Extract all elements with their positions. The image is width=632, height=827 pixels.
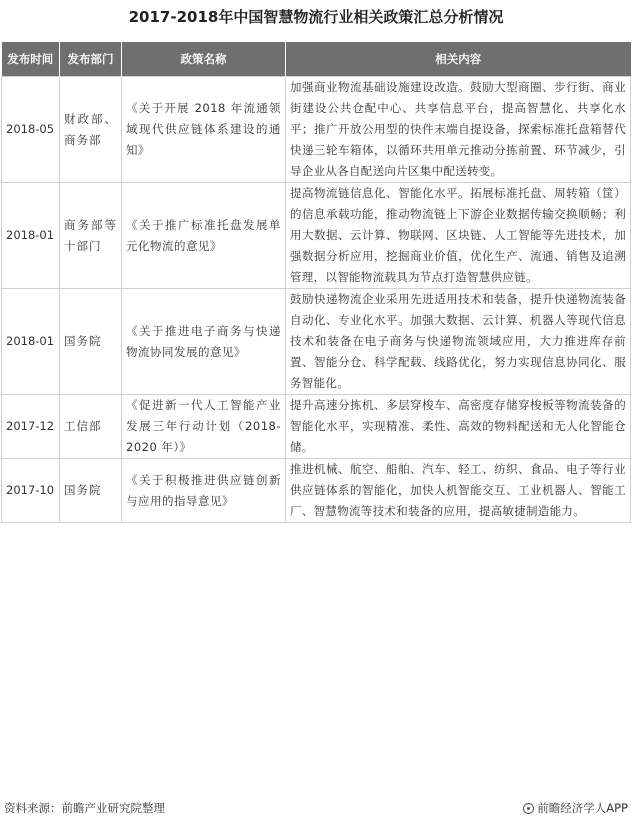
cell-content: 加强商业物流基础设施建设改造。鼓励大型商圈、步行街、商业街建设公共仓配中心、共享信息平台，提高智慧化、共享化水平；推广开放公用型的快件末端自提设备，探索标准托盘箱替代快递三轮车箱体，以循环共用单元推动分拣前置、环节减少，引导企业从各自配送向片区集中配送转变。 bbox=[286, 77, 631, 183]
cell-date: 2018-01 bbox=[2, 289, 60, 395]
cell-policy-name: 《关于推进电子商务与快递物流协同发展的意见》 bbox=[122, 289, 286, 395]
cell-dept: 国务院 bbox=[60, 459, 122, 523]
source-note: 资料来源：前瞻产业研究院整理 bbox=[4, 801, 165, 815]
brand-watermark bbox=[523, 800, 628, 816]
cell-policy-name: 《关于积极推进供应链创新与应用的指导意见》 bbox=[122, 459, 286, 523]
cell-policy-name: 《关于开展 2018 年流通领域现代供应链体系建设的通知》 bbox=[122, 77, 286, 183]
header-content: 相关内容 bbox=[286, 42, 631, 77]
cell-content: 鼓励快递物流企业采用先进适用技术和装备，提升快递物流装备自动化、专业化水平。加强大数据、云计算、机器人等现代信息技术和装备在电子商务与快递物流领域应用，大力推进库存前置、智能分仓、科学配载、线路优化，努力实现信息协同化、服务智能化。 bbox=[286, 289, 631, 395]
cell-content: 提高物流链信息化、智能化水平。拓展标准托盘、周转箱（筐）的信息承载功能，推动物流链上下游企业数据传输交换顺畅；利用大数据、云计算、物联网、区块链、人工智能等先进技术，加强数据分析应用，挖掘商业价值，优化生产、流通、销售及追溯管理，以智能物流载具为节点打造智慧供应链。 bbox=[286, 183, 631, 289]
cell-dept: 国务院 bbox=[60, 289, 122, 395]
cell-dept: 商务部等十部门 bbox=[60, 183, 122, 289]
page-title: 2017-2018年中国智慧物流行业相关政策汇总分析情况 bbox=[128, 8, 504, 26]
table-row bbox=[2, 183, 631, 289]
cell-policy-name: 《促进新一代人工智能产业发展三年行动计划（2018-2020 年）》 bbox=[122, 395, 286, 459]
qianzhan-logo-icon bbox=[523, 803, 534, 814]
cell-content: 提升高速分拣机、多层穿梭车、高密度存储穿梭板等物流装备的智能化水平，实现精准、柔性、高效的物料配送和无人化智能仓储。 bbox=[286, 395, 631, 459]
cell-date: 2018-05 bbox=[2, 77, 60, 183]
header-date: 发布时间 bbox=[2, 42, 60, 77]
table-row bbox=[2, 459, 631, 523]
cell-dept: 财政部、商务部 bbox=[60, 77, 122, 183]
table-row bbox=[2, 395, 631, 459]
cell-date: 2018-01 bbox=[2, 183, 60, 289]
table-header-row bbox=[2, 42, 631, 77]
cell-date: 2017-12 bbox=[2, 395, 60, 459]
table-row bbox=[2, 77, 631, 183]
header-dept: 发布部门 bbox=[60, 42, 122, 77]
cell-content: 推进机械、航空、船舶、汽车、轻工、纺织、食品、电子等行业供应链体系的智能化，加快人机智能交互、工业机器人、智能工厂、智慧物流等技术和装备的应用，提高敏捷制造能力。 bbox=[286, 459, 631, 523]
cell-dept: 工信部 bbox=[60, 395, 122, 459]
brand-label: 前瞻经济学人APP bbox=[537, 801, 628, 815]
cell-policy-name: 《关于推广标准托盘发展单元化物流的意见》 bbox=[122, 183, 286, 289]
cell-date: 2017-10 bbox=[2, 459, 60, 523]
header-name: 政策名称 bbox=[122, 42, 286, 77]
table-row bbox=[2, 289, 631, 395]
policy-table bbox=[1, 42, 631, 523]
